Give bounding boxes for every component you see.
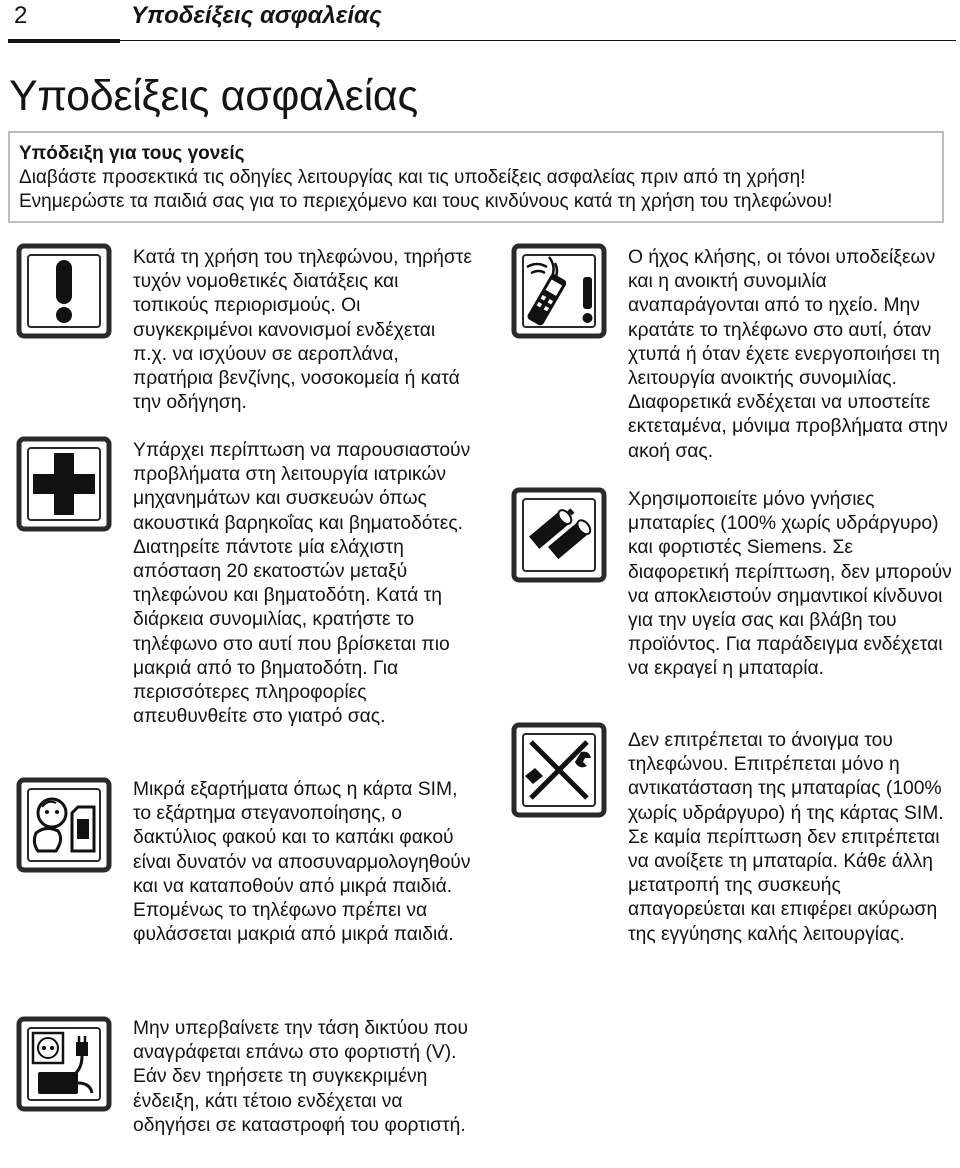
running-title: Υποδείξεις ασφαλείας — [131, 2, 382, 29]
safety-item-text: Υπάρχει περίπτωση να παρουσιαστούν προβλήματα στη λειτουργία ιατρικών μηχανημάτων και συσκευών όπως ακουστικά βαρηκοΐας και βηματοδότες. Διατηρείτε πάντοτε μία ελάχιστη απόσταση 20 εκατοστών μεταξύ τηλεφώνου και βηματοδότη. Κατά τη διάρκεια συνομιλίας, κρατήστε το τηλέφωνο στο αυτί που βρίσκεται πιο μακριά από το βηματοδότη. Για περισσότερες πληροφορίες απευθυνθείτε στο γιατρό σας. — [133, 440, 471, 728]
mains-charger-icon — [16, 1016, 112, 1112]
page-title: Υποδείξεις ασφαλείας — [9, 72, 418, 120]
exclamation-icon — [16, 243, 112, 339]
parent-notice-line: Διαβάστε προσεκτικά τις οδηγίες λειτουργίας και τις υποδείξεις ασφαλείας πριν από τη χρήση! — [19, 167, 806, 188]
running-header — [8, 2, 956, 44]
no-tools-icon — [511, 722, 607, 818]
parent-notice-title: Υπόδειξη για τους γονείς — [19, 143, 245, 164]
safety-item-text: Μην υπερβαίνετε την τάση δικτύου που αναγράφεται επάνω στο φορτιστή (V). Εάν δεν τηρήσετε τη συγκεκριμένη ένδειξη, κάτι τέτοιο ενδέχεται να οδηγήσει σε καταστροφή του φορτιστή. — [133, 1018, 469, 1136]
safety-item-text: Μικρά εξαρτήματα όπως η κάρτα SIM, το εξάρτημα στεγανοποίησης, ο δακτύλιος φακού και το καπάκι φακού είναι δυνατόν να αποσυναρμολογηθούν και να καταποθούν από μικρά παιδιά. Επομένως το τηλέφωνο πρέπει να φυλάσσεται μακριά από μικρά παιδιά. — [133, 779, 471, 946]
parent-notice-box — [8, 131, 944, 223]
ringing-phone-warning-icon — [511, 243, 607, 339]
page-number: 2 — [14, 2, 28, 29]
medical-cross-icon — [16, 436, 112, 532]
safety-item-text: Κατά τη χρήση του τηλεφώνου, τηρήστε τυχόν νομοθετικές διατάξεις και τοπικούς περιορισμούς. Οι συγκεκριμένοι κανονισμοί ενδέχεται π.χ. να ισχύουν σε αεροπλάνα, πρατήρια βενζίνης, νοσοκομεία ή κατά την οδήγηση. — [133, 247, 472, 414]
safety-item-text: Δεν επιτρέπεται το άνοιγμα του τηλεφώνου. Επιτρέπεται μόνο η αντικατάσταση της μπαταρίας (100% χωρίς υδράργυρο) ή της κάρτας SIM. Σε καμία περίπτωση δεν επιτρέπεται να ανοίξετε τη μπαταρία. Κάθε άλλη μετατροπή της συσκευής απαγορεύεται και επιφέρει ακύρωση της εγγύησης καλής λειτουργίας. — [628, 730, 944, 945]
header-rule — [8, 40, 956, 41]
safety-item-text: Ο ήχος κλήσης, οι τόνοι υποδείξεων και η ανοικτή συνομιλία αναπαράγονται από το ηχείο. Μην κρατάτε το τηλέφωνο στο αυτί, όταν χτυπά ή όταν έχετε ενεργοποιήσει τη λειτουργία ανοικτής συνομιλίας. Διαφορετικά ενδέχεται να υποστείτε εκτεταμένα, μόνιμα προβλήματα στην ακοή σας. — [628, 247, 948, 462]
battery-icon — [511, 487, 607, 583]
safety-item-text: Χρησιμοποιείτε μόνο γνήσιες μπαταρίες (100% χωρίς υδράργυρο) και φορτιστές Siemens. Σε διαφορετική περίπτωση, δεν μπορούν να αποκλειστούν σημαντικοί κίνδυνοι για την υγεία σας και βλάβη του προϊόντος. Για παράδειγμα ενδέχεται να εκραγεί η μπαταρία. — [628, 489, 952, 680]
baby-sim-card-icon — [16, 777, 112, 873]
parent-notice-line: Ενημερώστε τα παιδιά σας για το περιεχόμενο και τους κινδύνους κατά τη χρήση του τηλεφώνου! — [19, 191, 833, 212]
